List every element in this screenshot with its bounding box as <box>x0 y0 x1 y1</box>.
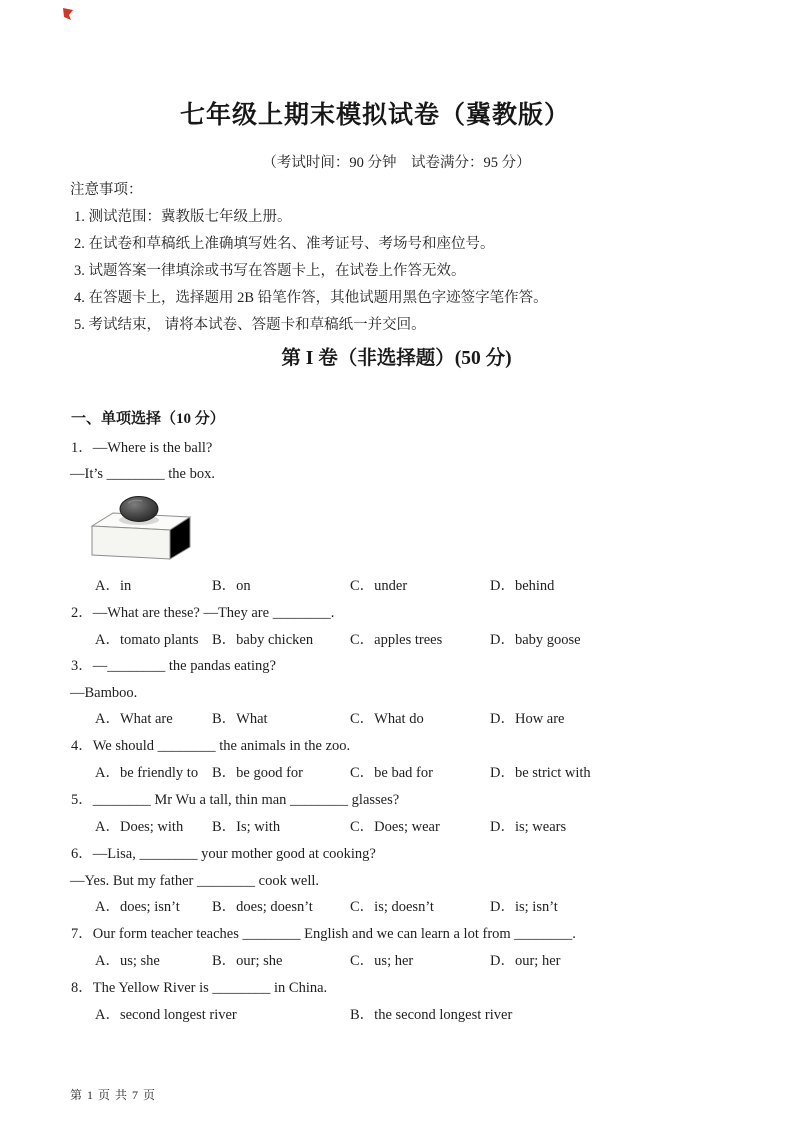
section-heading: 第 I 卷（非选择题）(50 分) <box>281 348 512 369</box>
options-row <box>0 631 793 650</box>
page-title: 七年级上期末模拟试卷（冀教版） <box>179 101 570 129</box>
question-line: —Bamboo. <box>70 685 138 701</box>
option-c: C．us; her <box>350 953 414 969</box>
option-d: D．be strict with <box>490 765 591 781</box>
question-line: —It’s ________ the box. <box>70 466 215 482</box>
option-c: C．is; doesn’t <box>350 899 434 915</box>
options-row <box>0 1006 793 1025</box>
option-d: D．How are <box>490 711 565 727</box>
notice-item: 2. 在试卷和草稿纸上准确填写姓名、准考证号、考场号和座位号。 <box>74 236 495 252</box>
options-row <box>0 577 793 596</box>
notice-heading: 注意事项： <box>70 182 143 198</box>
options-row <box>0 818 793 837</box>
option-a: A．us; she <box>95 953 160 969</box>
question-line: —Yes. But my father ________ cook well. <box>70 873 320 889</box>
red-stamp-icon <box>62 7 74 21</box>
option-a: A．What are <box>95 711 173 727</box>
notice-item: 1. 测试范围：冀教版七年级上册。 <box>74 209 292 225</box>
question-line: 7．Our form teacher teaches ________ English and we can learn a lot from ________. <box>71 926 576 942</box>
option-b: B．What <box>212 711 268 727</box>
option-b: B．does; doesn’t <box>212 899 313 915</box>
option-a: A．second longest river <box>95 1007 237 1023</box>
option-b: B．the second longest river <box>350 1007 513 1023</box>
notice-item: 3. 试题答案一律填涂或书写在答题卡上，在试卷上作答无效。 <box>74 263 466 279</box>
question-line: 5．________ Mr Wu a tall, thin man ________ glasses? <box>71 792 400 808</box>
option-b: B．Is; with <box>212 819 281 835</box>
option-c: C．Does; wear <box>350 819 440 835</box>
option-d: D．is; wears <box>490 819 567 835</box>
question-line: 2．—What are these? —They are ________. <box>71 605 335 621</box>
option-b: B．on <box>212 578 251 594</box>
option-b: B．our; she <box>212 953 283 969</box>
option-b: B．baby chicken <box>212 632 314 648</box>
option-c: C．apples trees <box>350 632 443 648</box>
option-c: C．What do <box>350 711 424 727</box>
option-c: C．be bad for <box>350 765 433 781</box>
option-a: A．Does; with <box>95 819 184 835</box>
options-row <box>0 952 793 971</box>
question-line: 8．The Yellow River is ________ in China. <box>71 980 328 996</box>
part-heading: 一、单项选择（10 分） <box>71 411 225 427</box>
option-c: C．under <box>350 578 408 594</box>
option-d: D．behind <box>490 578 555 594</box>
question-line: 3．—________ the pandas eating? <box>71 658 276 674</box>
option-d: D．is; isn’t <box>490 899 558 915</box>
option-b: B．be good for <box>212 765 304 781</box>
options-row <box>0 710 793 729</box>
question-line: 1．—Where is the ball? <box>71 440 213 456</box>
options-row <box>0 764 793 783</box>
notice-item: 5. 考试结束， 请将本试卷、答题卡和草稿纸一并交回。 <box>74 317 426 333</box>
question-line: 6．—Lisa, ________ your mother good at cooking? <box>71 846 376 862</box>
option-d: D．baby goose <box>490 632 581 648</box>
options-row <box>0 898 793 917</box>
ball-on-box-drawing <box>82 489 200 565</box>
option-a: A．does; isn’t <box>95 899 180 915</box>
notice-item: 4. 在答题卡上，选择题用 2B 铅笔作答，其他试题用黑色字迹签字笔作答。 <box>74 290 548 306</box>
option-a: A．tomato plants <box>95 632 199 648</box>
exam-info: （考试时间：90 分钟 试卷满分：95 分） <box>262 155 531 171</box>
page-number: 第 1 页 共 7 页 <box>70 1088 157 1102</box>
option-a: A．in <box>95 578 132 594</box>
option-d: D．our; her <box>490 953 561 969</box>
option-a: A．be friendly to <box>95 765 199 781</box>
question-line: 4．We should ________ the animals in the zoo. <box>71 738 351 754</box>
